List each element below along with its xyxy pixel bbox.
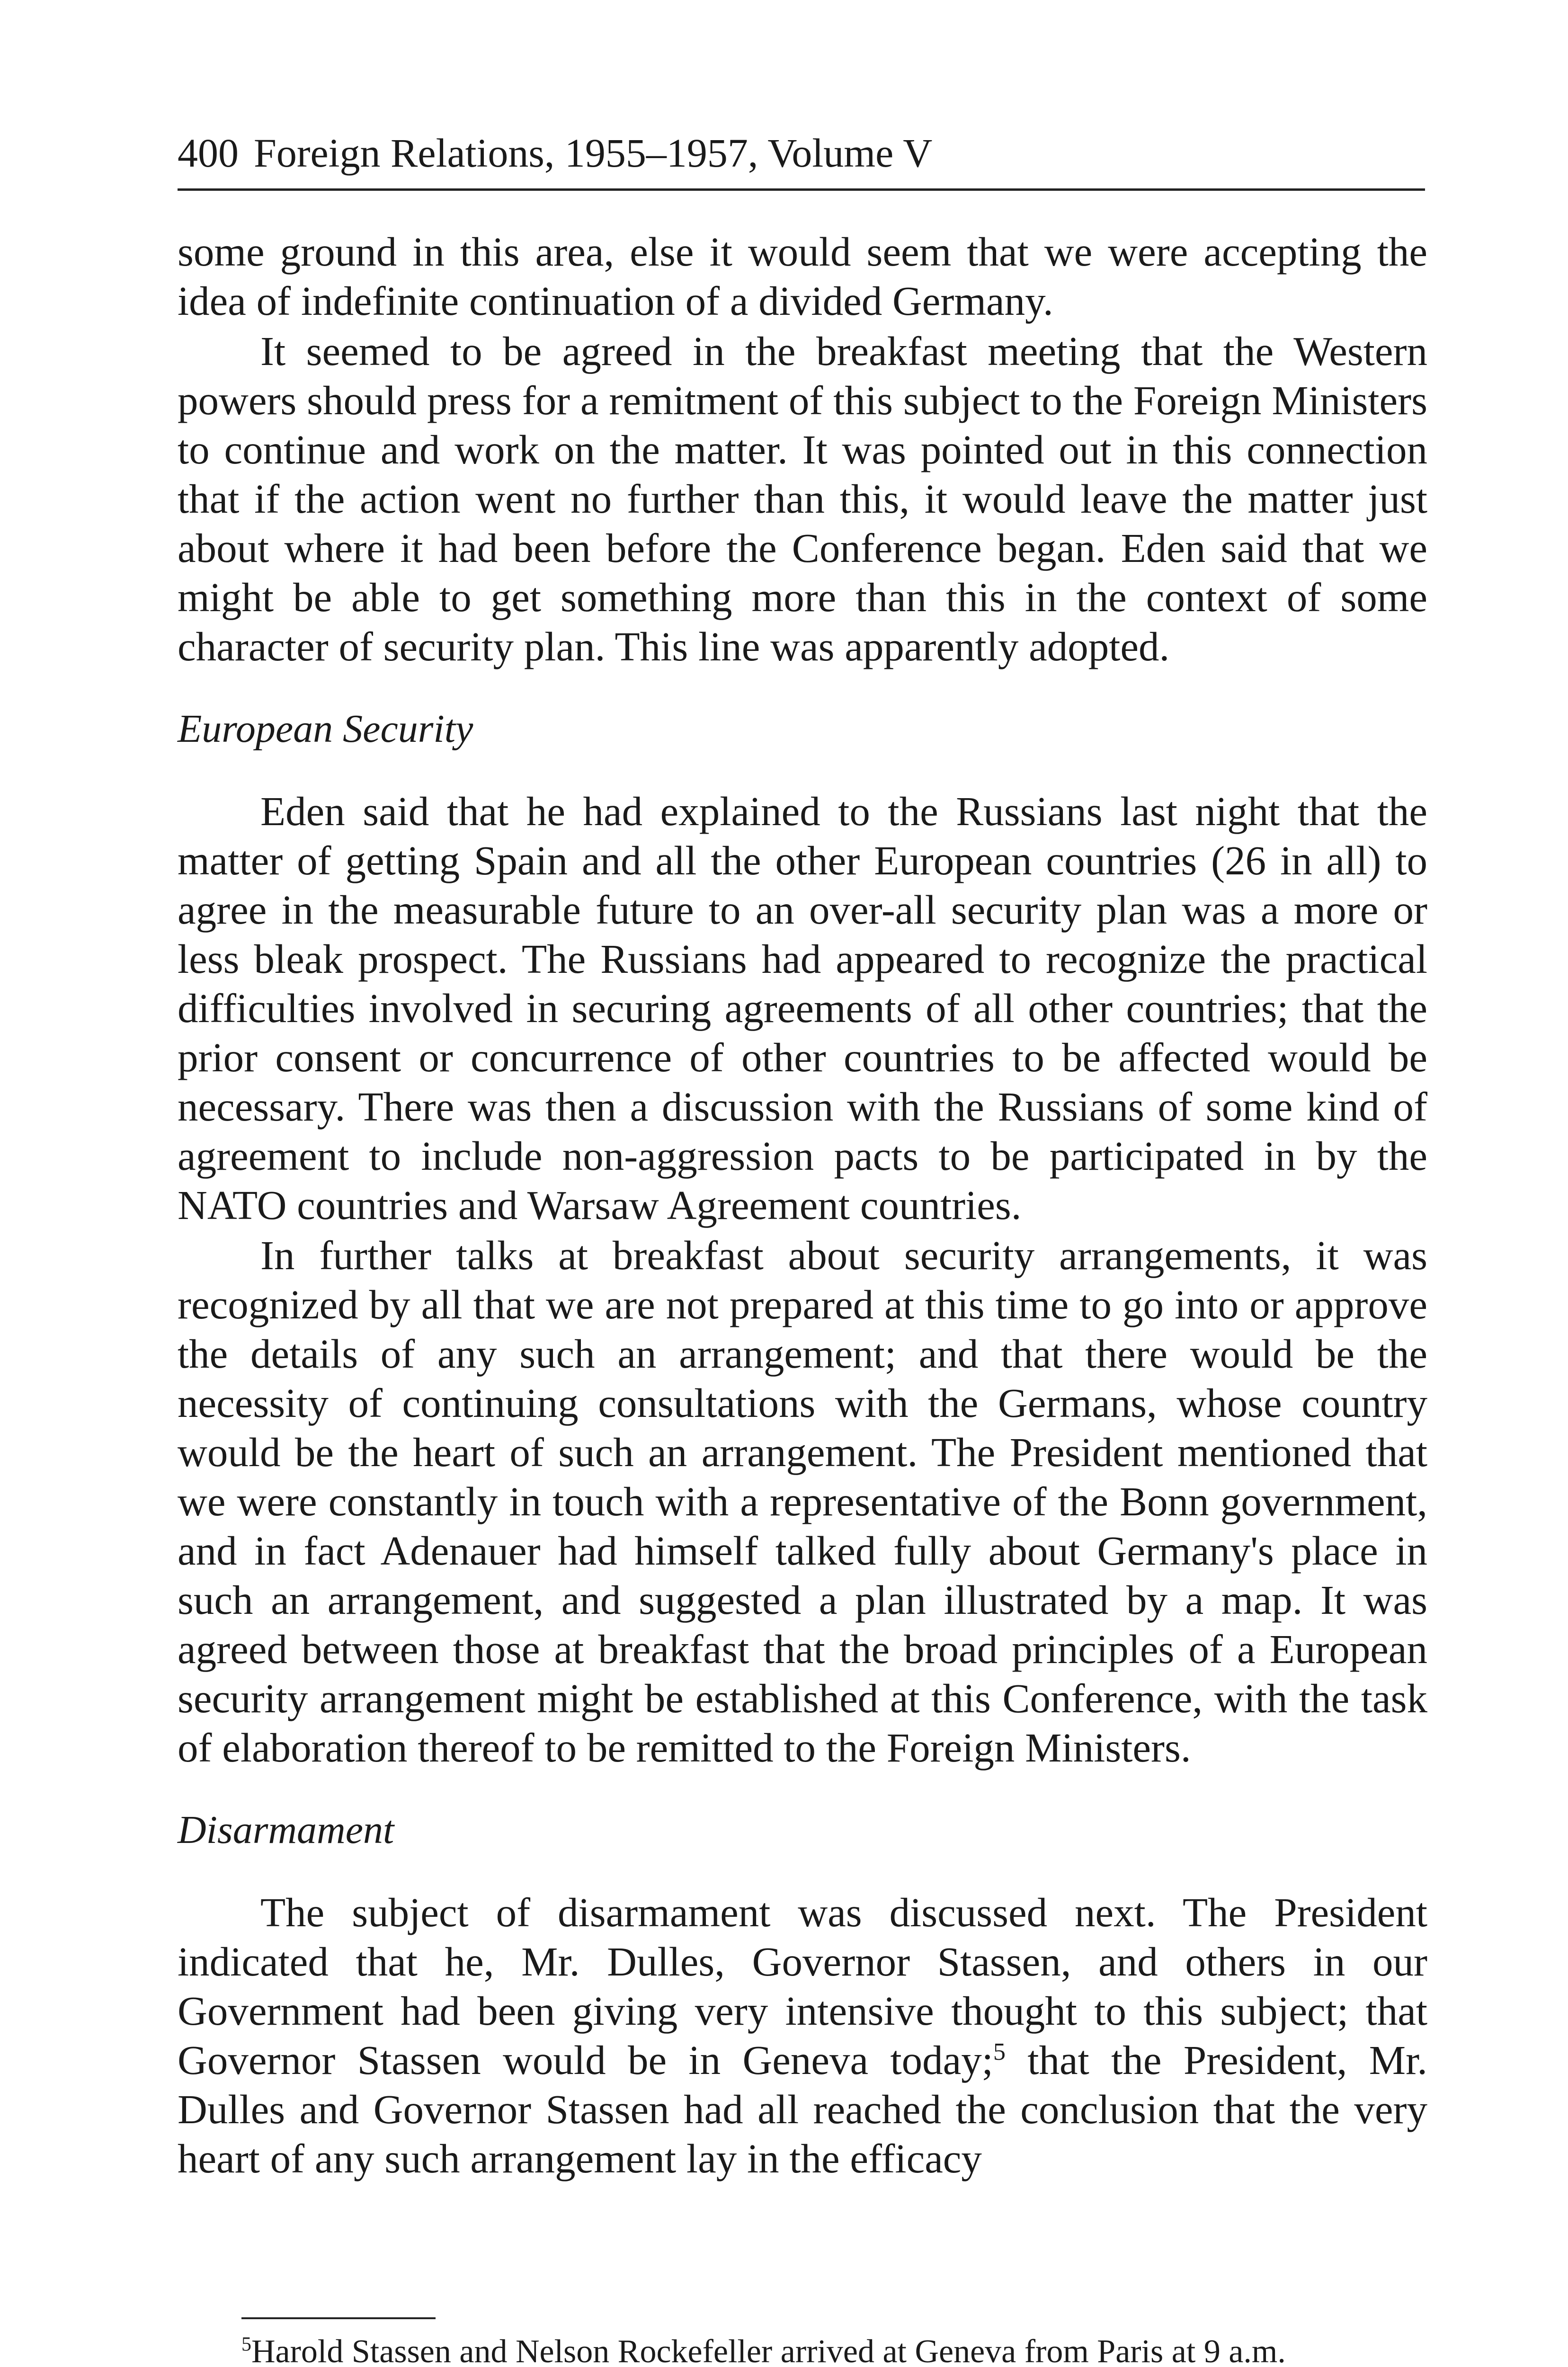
paragraph-disarmament-part-1: The subject of disarmament was discussed next. The President indicated that he, Mr. Dulles, Governor Stassen, and others in our Government had been giving very intensive thought to this subject; that Governor Stassen would be in Geneva today;: [178, 1889, 1427, 2083]
footnote: [241, 2329, 1434, 2367]
section-heading-disarmament: Disarmament: [178, 1808, 394, 1852]
footnote-reference: 5: [993, 2038, 1006, 2065]
paragraph-eden-russians: Eden said that he had explained to the Russians last night that the matter of getting Spain and all the other European countries (26 in all) to agree in the measurable future to an over-all security plan was a more or less bleak prospect. The Russians had appeared to recognize the practical difficulties involved in securing agreements of all other countries; that the prior consent or concurrence of other countries to be affected would be necessary. There was then a discussion with the Russians of some kind of agreement to include non-aggression pacts to be participated in by the NATO countries and Warsaw Agreement countries.: [178, 788, 1427, 1228]
running-header-title: Foreign Relations, 1955–1957, Volume V: [254, 130, 933, 176]
paragraph-continued: some ground in this area, else it would seem that we were accepting the idea of indefinite continuation of a divided Germany.: [178, 229, 1427, 324]
paragraph-disarmament: [178, 1888, 1427, 2183]
paragraph-breakfast-meeting: It seemed to be agreed in the breakfast meeting that the Western powers should press for a remitment of this subject to the Foreign Ministers to continue and work on the matter. It was pointed out in this connection that if the action went no further than this, it would leave the matter just about where it had been before the Conference began. Eden said that we might be able to get something more than this in the context of some character of security plan. This line was apparently adopted.: [178, 328, 1427, 669]
running-header: [178, 127, 1425, 191]
paragraph-security-arrangements: In further talks at breakfast about security arrangements, it was recognized by all that we are not prepared at this time to go into or approve the details of any such an arrangement; and that there would be the necessity of continuing consultations with the Germans, whose country would be the heart of such an arrangement. The President mentioned that we were constantly in touch with a representative of the Bonn government, and in fact Adenauer had himself talked fully about Germany's place in such an arrangement, and suggested a plan illustrated by a map. It was agreed between those at breakfast that the broad principles of a European security arrangement might be established at this Conference, with the task of elaboration thereof to be remitted to the Foreign Ministers.: [178, 1232, 1427, 1771]
page-number: 400: [178, 130, 239, 176]
footnote-divider: [241, 2317, 436, 2319]
body-text: [178, 227, 1427, 2184]
section-heading-european-security: European Security: [178, 707, 473, 751]
paragraph-disarmament-part-2: that the President, Mr. Dulles and Governor Stassen had all reached the conclusion that the very heart of any such arrangement lay in the efficacy: [178, 2037, 1427, 2181]
footnote-marker: 5: [241, 2333, 251, 2356]
footnote-text: Harold Stassen and Nelson Rockefeller arrived at Geneva from Paris at 9 a.m.: [251, 2333, 1286, 2367]
